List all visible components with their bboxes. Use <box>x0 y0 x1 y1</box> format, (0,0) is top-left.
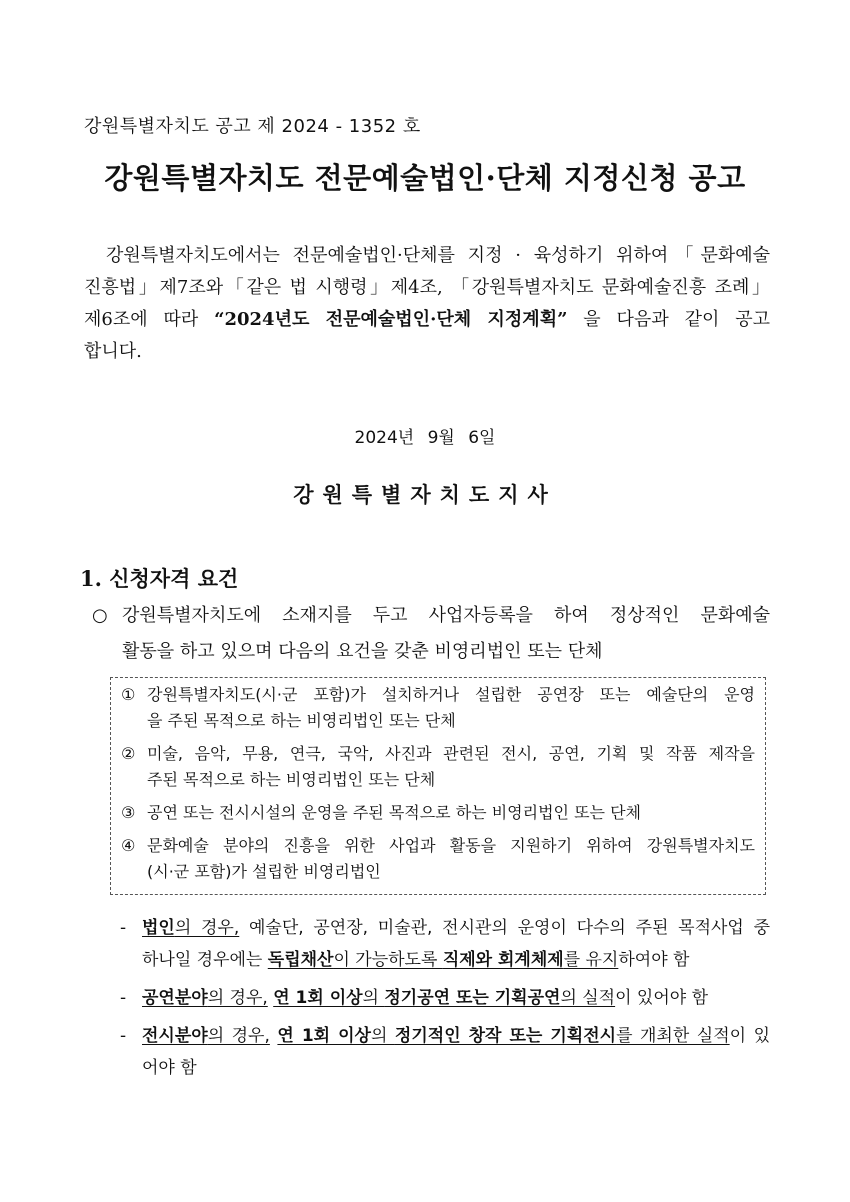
dash-bullet: - <box>120 1026 127 1046</box>
emphasis-text: 를 개최한 실적 <box>616 1026 730 1046</box>
intro-line: 합니다. <box>84 341 142 362</box>
dash-bullet: - <box>120 988 127 1008</box>
item-line: 주된 목적으로 하는 비영리법인 또는 단체 <box>147 770 436 789</box>
intro-line: 강원특별자치도에서는 전문예술법인·단체를 지정 · 육성하기 위하여「문화예술 <box>106 245 770 266</box>
item-number: ③ <box>121 803 136 822</box>
item-line: 강원특별자치도(시·군 포함)가 설치하거나 설립한 공연장 또는 예술단의 운영 <box>147 685 755 704</box>
emphasis <box>268 950 619 970</box>
emphasis: 법인 <box>142 918 175 938</box>
condition-text: 하나일 경우에는 <box>142 950 268 970</box>
emphasis: 전시분야 <box>142 1026 208 1046</box>
notice-date: 2024년 9월 6일 <box>354 428 496 448</box>
requirement-item <box>121 682 755 734</box>
page-title: 강원특별자치도 전문예술법인·단체 지정신청 공고 <box>104 161 746 195</box>
intro-text: 제6조에 따라 <box>84 309 215 330</box>
circle-bullet-icon: ○ <box>92 605 108 626</box>
item-line: 공연 또는 전시시설의 운영을 주된 목적으로 하는 비영리법인 또는 단체 <box>147 803 641 822</box>
emphasis-text: 를 유지 <box>563 950 619 970</box>
eligibility-bullet <box>92 598 770 670</box>
emphasis-bold: 연 1회 이상 <box>273 988 363 1008</box>
issuer: 강원특별자치도지사 <box>293 483 557 507</box>
requirement-item <box>121 800 755 826</box>
emphasis: 의 경우, <box>207 1026 270 1046</box>
condition-line: 어야 함 <box>142 1058 197 1078</box>
condition-text: 이 있 <box>729 1026 770 1046</box>
bullet-line: 강원특별자치도에 소재지를 두고 사업자등록을 하여 정상적인 문화예술 <box>122 605 770 626</box>
condition-line <box>142 944 770 976</box>
emphasis-bold: 연 1회 이상 <box>277 1026 371 1046</box>
item-number: ① <box>121 685 136 704</box>
emphasis-bold: 정기적인 창작 또는 기획전시 <box>394 1026 617 1046</box>
plan-name: “2024년도 전문예술법인·단체 지정계획” <box>214 309 568 330</box>
condition-text: 예술단, 공연장, 미술관, 전시관의 운영이 다수의 주된 목적사업 중 <box>239 918 770 938</box>
condition-item <box>120 1020 770 1084</box>
requirements-box <box>110 677 766 895</box>
conditions-list <box>120 912 770 1090</box>
emphasis-bold: 독립채산 <box>267 950 334 970</box>
item-line: (시·군 포함)가 설립한 비영리법인 <box>147 862 381 881</box>
item-line: 미술, 음악, 무용, 연극, 국악, 사진과 관련된 전시, 공연, 기획 및 작품 제작을 <box>147 744 755 763</box>
emphasis-bold: 직제와 회계체제 <box>442 950 564 970</box>
bullet-line: 활동을 하고 있으며 다음의 요건을 갖춘 비영리법인 또는 단체 <box>122 641 603 662</box>
notice-number: 강원특별자치도 공고 제 2024 - 1352 호 <box>84 116 421 137</box>
emphasis-text: 의 <box>370 1026 395 1046</box>
emphasis: 의 경우, <box>174 918 240 938</box>
condition-item <box>120 912 770 976</box>
condition-text: 하여야 함 <box>618 950 690 970</box>
condition-item <box>120 982 770 1014</box>
requirement-item <box>121 833 755 885</box>
emphasis: 공연분야 <box>142 988 208 1008</box>
intro-paragraph <box>84 240 770 368</box>
emphasis-text: 이 가능하도록 <box>333 950 443 970</box>
requirement-item <box>121 741 755 793</box>
emphasis <box>273 988 615 1008</box>
condition-line <box>142 982 770 1014</box>
emphasis-bold: 정기공연 또는 기획공연 <box>384 988 561 1008</box>
item-line: 문화예술 분야의 진흥을 위한 사업과 활동을 지원하기 위하여 강원특별자치도 <box>147 836 755 855</box>
condition-line <box>142 1020 770 1052</box>
emphasis <box>277 1026 729 1046</box>
intro-line <box>84 304 770 336</box>
dash-bullet: - <box>120 918 127 938</box>
condition-text: 이 있어야 함 <box>615 988 709 1008</box>
item-number: ④ <box>121 836 136 855</box>
emphasis-text: 의 <box>362 988 385 1008</box>
section-title: 1. 신청자격 요건 <box>80 566 239 591</box>
item-line: 을 주된 목적으로 하는 비영리법인 또는 단체 <box>147 711 456 730</box>
intro-line: 진흥법」제7조와「같은 법 시행령」제4조, 「강원특별자치도 문화예술진흥 조례」 <box>84 277 770 298</box>
emphasis-text: 의 실적 <box>560 988 616 1008</box>
intro-text: 을 다음과 같이 공고 <box>567 309 770 330</box>
condition-line <box>142 912 770 944</box>
item-number: ② <box>121 744 136 763</box>
emphasis: 의 경우, <box>207 988 268 1008</box>
